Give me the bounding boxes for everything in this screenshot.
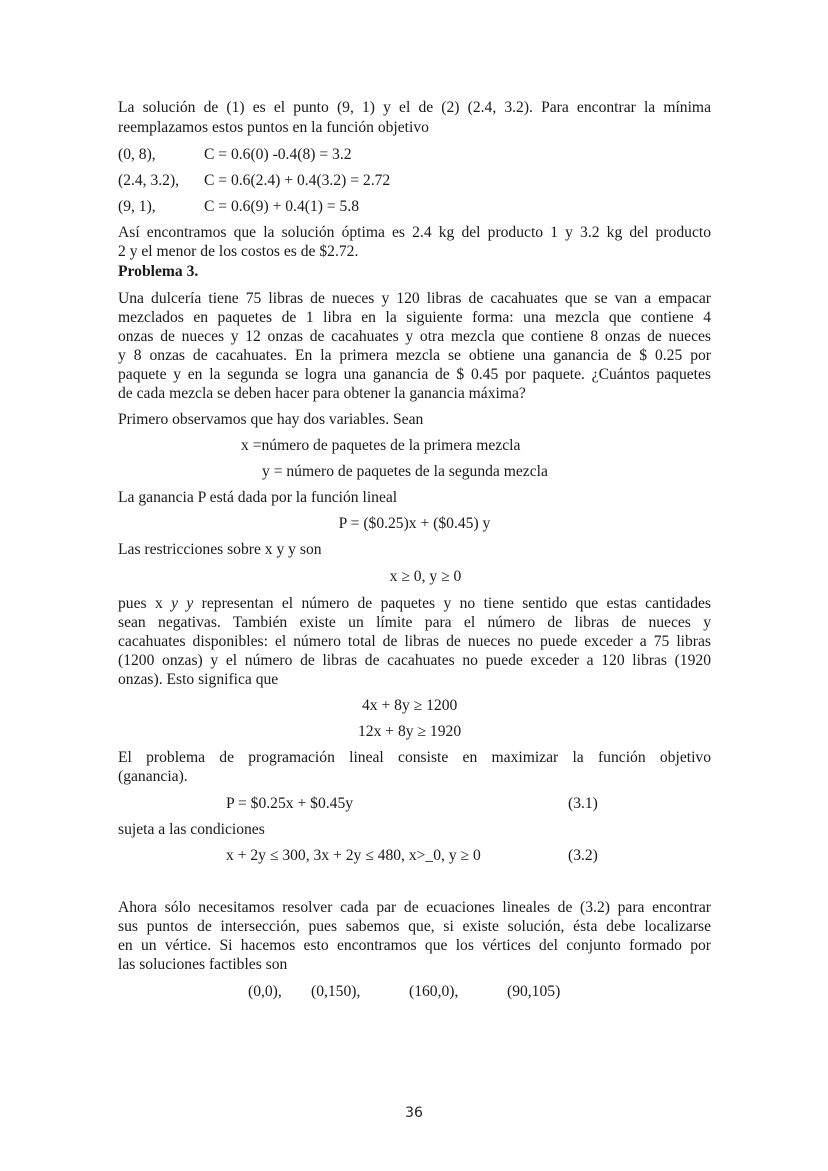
- objective-equation-tag: (3.1): [568, 795, 598, 812]
- eval-expr-3: C = 0.6(9) + 0.4(1) = 5.8: [204, 198, 360, 215]
- problem-statement-line: de cada mezcla se deben hacer para obtener la ganancia máxima?: [118, 385, 526, 402]
- problem-statement-line: y 8 onzas de cacahuates. En la primera mezcla se obtiene una ganancia de $ 0.25 por: [118, 347, 711, 364]
- variable-x-definition: x =número de paquetes de la primera mezcla: [241, 437, 521, 454]
- constraints-equation-tag: (3.2): [568, 847, 598, 864]
- vertex-point: (90,105): [507, 983, 561, 1000]
- restrictions-explanation-line: (1200 onzas) y el número de libras de cacahuates no puede exceder a 120 libras (1920: [118, 652, 711, 669]
- conclusion-line-1: Así encontramos que la solución óptima es 2.4 kg del producto 1 y 3.2 kg del producto: [118, 224, 711, 241]
- lp-description-line-2: (ganancia).: [118, 768, 188, 785]
- vertices-text-line: en un vértice. Si hacemos esto encontramos que los vértices del conjunto formado por: [118, 937, 711, 954]
- vertex-point: (0,150),: [311, 983, 361, 1000]
- restrictions-intro: Las restricciones sobre x y y son: [118, 541, 322, 558]
- restrictions-explanation-line: onzas). Esto significa que: [118, 671, 279, 688]
- restrictions-explanation-line: sean negativas. También existe un límite para el número de libras de nueces y: [118, 614, 711, 631]
- profit-intro: La ganancia P está dada por la función lineal: [118, 489, 398, 506]
- eval-point-3: (9, 1),: [118, 198, 156, 215]
- problem-statement-line: paquete y en la segunda se logra una ganancia de $ 0.45 por paquete. ¿Cuántos paquetes: [118, 366, 711, 383]
- problem-statement-line: Una dulcería tiene 75 libras de nueces y 120 libras de cacahuates que se van a empacar: [118, 290, 711, 307]
- eval-expr-2: C = 0.6(2.4) + 0.4(3.2) = 2.72: [204, 172, 391, 189]
- problem-heading: Problema 3.: [118, 263, 199, 280]
- explanation-text: representan el número de paquetes y no tiene sentido que estas cantidades: [193, 595, 711, 612]
- variable-y-definition: y = número de paquetes de la segunda mezcla: [262, 463, 548, 480]
- subject-to-label: sujeta a las condiciones: [118, 821, 265, 838]
- eval-expr-1: C = 0.6(0) -0.4(8) = 3.2: [204, 146, 352, 163]
- explanation-text: pues x: [118, 595, 172, 612]
- nonnegativity-constraint: x ≥ 0, y ≥ 0: [389, 568, 462, 585]
- problem-statement-line: mezclados en paquetes de 1 libra en la siguiente forma: una mezcla que contiene 4: [118, 309, 711, 326]
- vertices-text-line: Ahora sólo necesitamos resolver cada par de ecuaciones lineales de (3.2) para encontrar: [118, 899, 711, 916]
- intro-line-2: reemplazamos estos puntos en la función objetivo: [118, 119, 429, 136]
- page-number: 36: [405, 1105, 423, 1121]
- eval-point-2: (2.4, 3.2),: [118, 172, 180, 189]
- vertices-text-line: las soluciones factibles son: [118, 956, 288, 973]
- profit-formula: P = ($0.25)x + ($0.45) y: [338, 515, 491, 532]
- intro-line-1: La solución de (1) es el punto (9, 1) y el de (2) (2.4, 3.2). Para encontrar la mínima: [118, 99, 711, 116]
- lp-description-line-1: El problema de programación lineal consiste en maximizar la función objetivo: [118, 749, 711, 766]
- constraints: x + 2y ≤ 300, 3x + 2y ≤ 480, x>_0, y ≥ 0: [226, 847, 481, 864]
- inequality-nuts: 4x + 8y ≥ 1200: [362, 697, 458, 714]
- objective-function: P = $0.25x + $0.45y: [226, 795, 354, 812]
- vertex-point: (160,0),: [409, 983, 459, 1000]
- restrictions-explanation-line: [118, 595, 711, 613]
- explanation-italic-vars: y y: [171, 595, 194, 612]
- vertices-text-line: sus puntos de intersección, pues sabemos que, si existe solución, ésta debe localizarse: [118, 918, 711, 935]
- problem-statement-line: onzas de nueces y 12 onzas de cacahuates y otra mezcla que contiene 8 onzas de nueces: [118, 328, 711, 345]
- conclusion-line-2: 2 y el menor de los costos es de $2.72.: [118, 243, 359, 260]
- restrictions-explanation-line: cacahuates disponibles: el número total de libras de nueces no puede exceder a 75 libras: [118, 633, 711, 650]
- variables-intro: Primero observamos que hay dos variables. Sean: [118, 411, 424, 428]
- eval-point-1: (0, 8),: [118, 146, 156, 163]
- inequality-peanuts: 12x + 8y ≥ 1920: [358, 723, 462, 740]
- vertex-point: (0,0),: [248, 983, 282, 1000]
